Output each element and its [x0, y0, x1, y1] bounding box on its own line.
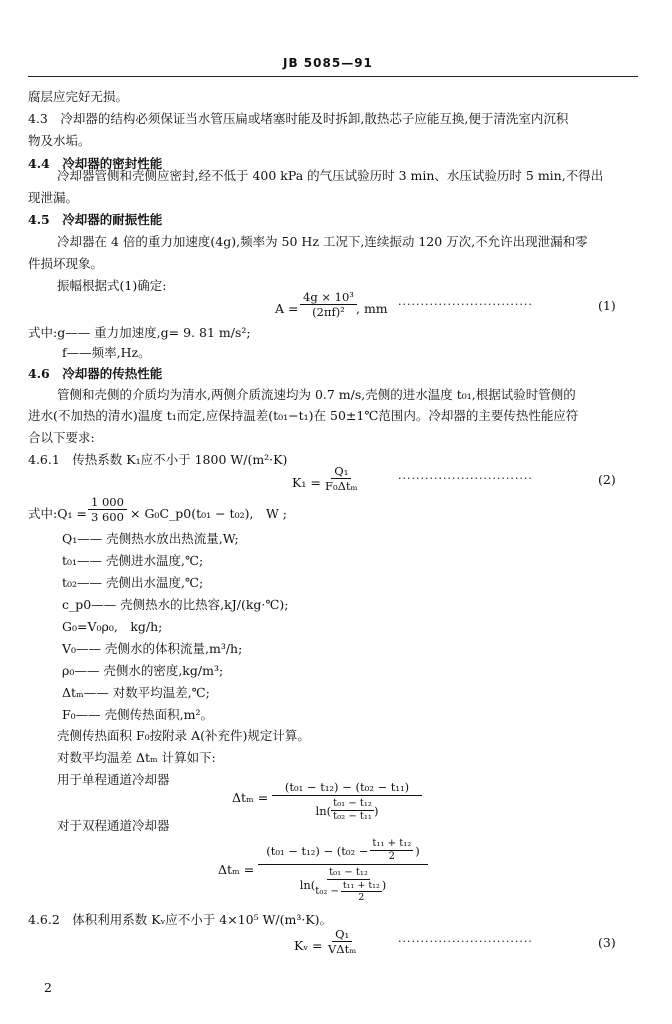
eq2-numerator: Q₁: [331, 464, 351, 479]
where-line: f——频率,Hz。: [62, 345, 151, 360]
page-number: 2: [44, 980, 52, 995]
eq3-inner-numerator: t₀₁ − t₁₂: [333, 798, 372, 809]
eq5-numerator: Q₁: [332, 927, 352, 942]
text-line: 冷却器在 4 倍的重力加速度(4g),频率为 50 Hz 工况下,连续振动 120 万次,不允许出现泄漏和零: [57, 234, 588, 249]
eq4-numerator: [258, 838, 428, 863]
eq5-fraction: [325, 927, 359, 956]
eq5-leader-dots: ······························: [398, 935, 533, 948]
text-line: 对于双程通道冷却器: [57, 818, 170, 833]
text-line: 合以下要求:: [28, 430, 95, 445]
eq1-unit: , mm: [356, 301, 388, 316]
variable-definition: Q₁—— 壳侧热水放出热流量,W;: [62, 531, 239, 546]
text-line: 进水(不加热的清水)温度 t₁而定,应保持温差(t₀₁−t₁)在 50±1℃范围内。冷却器的主要传热性能应符: [28, 408, 579, 423]
where-line: 式中:g—— 重力加速度,g= 9. 81 m/s²;: [28, 325, 251, 340]
q1-numerator: 1 000: [88, 495, 127, 510]
eq4-den-stack: [315, 867, 381, 903]
eq4-num-inner-fraction: [370, 838, 413, 863]
eq1-denominator: (2πf)²: [312, 305, 345, 319]
eq3-fraction-bar: [272, 795, 422, 796]
section-4-3: 4.3 冷却器的结构必须保证当水管压扁或堵塞时能及时拆卸,散热芯子应能互换,便于清洗室内沉积: [28, 111, 569, 126]
section-4-6-heading: 4.6 冷却器的传热性能: [28, 366, 163, 381]
text-line: 现泄漏。: [28, 190, 79, 205]
q1-fraction: [88, 495, 127, 524]
eq4-den-inner-denominator: 2: [358, 892, 365, 903]
q1-definition-rest: × G₀C_p0(t₀₁ − t₀₂), W ;: [130, 506, 287, 521]
eq3-lhs: Δtₘ =: [232, 790, 269, 805]
eq4-den-inner-numerator: t₁₁ + t₁₂: [342, 880, 380, 891]
eq5-tag: (3): [598, 935, 616, 950]
eq4-num-inner-denominator: 2: [388, 851, 396, 862]
eq5-lhs: Kᵥ =: [294, 938, 323, 953]
text-line: 腐层应完好无损。: [28, 89, 129, 104]
eq3-denominator: [272, 798, 422, 823]
eq2-leader-dots: ······························: [398, 472, 533, 485]
variable-definition: F₀—— 壳侧传热面积,m²。: [62, 707, 213, 722]
eq4-den-part-a: t₀₂ −: [315, 885, 339, 897]
eq4-denominator: [258, 867, 428, 903]
eq3-fraction: [272, 780, 422, 823]
eq4-num-part-a: (t₀₁ − t₁₂) − (t₀₂ −: [266, 843, 369, 858]
section-4-6-1: 4.6.1 传热系数 K₁应不小于 1800 W/(m²·K): [28, 452, 288, 467]
text-line: 管侧和壳侧的介质均为清水,两侧介质流速均为 0.7 m/s,壳侧的进水温度 t₀₁,根据试验时管侧的: [57, 387, 576, 402]
eq2-fraction: [322, 464, 361, 493]
eq4-num-inner-numerator: t₁₁ + t₁₂: [372, 838, 412, 849]
eq4-num-part-b: ): [415, 843, 420, 858]
text-line: 件损坏现象。: [28, 256, 104, 271]
text-line: 冷却器管侧和壳侧应密封,经不低于 400 kPa 的气压试验历时 3 min、水压试验历时 5 min,不得出: [57, 168, 604, 183]
eq4-lhs: Δtₘ =: [218, 862, 255, 877]
q1-definition-lead: 式中:Q₁ =: [28, 506, 87, 521]
eq4-den-inner-fraction: [341, 880, 382, 903]
eq1-leader-dots: ······························: [398, 298, 533, 311]
doc-number-header: JB 5085—91: [283, 56, 373, 70]
text-line: 振幅根据式(1)确定:: [57, 278, 167, 293]
text-line: 对数平均温差 Δtₘ 计算如下:: [57, 750, 216, 765]
eq1-numerator: 4g × 10³: [300, 290, 357, 305]
variable-definition: ρ₀—— 壳侧水的密度,kg/m³;: [62, 663, 224, 678]
section-4-4-heading: 4.4 冷却器的密封性能: [28, 156, 163, 171]
variable-definition: V₀—— 壳侧水的体积流量,m³/h;: [62, 641, 243, 656]
eq3-inner-denominator: t₀₂ − t₁₁: [333, 811, 372, 822]
eq4-den-close: ): [381, 878, 387, 892]
eq3-numerator: (t₀₁ − t₁₂) − (t₀₂ − t₁₁): [284, 780, 410, 794]
eq1-lhs: A =: [275, 301, 299, 316]
eq2-lhs: K₁ =: [292, 475, 321, 490]
variable-definition: Δtₘ—— 对数平均温差,℃;: [62, 685, 210, 700]
eq2-denominator: F₀Δtₘ: [325, 479, 358, 493]
eq4-den-ln: ln(: [299, 878, 316, 892]
eq4-den-bottom: [315, 880, 381, 903]
eq2-tag: (2): [598, 472, 616, 487]
eq3-inner-fraction: [331, 798, 374, 823]
variable-definition: G₀=V₀ρ₀, kg/h;: [62, 619, 163, 634]
eq4-fraction-bar: [258, 864, 428, 865]
text-line: 物及水垢。: [28, 133, 91, 148]
eq3-ln: ln(: [315, 803, 332, 818]
text-line: 壳侧传热面积 F₀按附录 A(补充件)规定计算。: [57, 728, 310, 743]
eq4-den-top: t₀₁ − t₁₂: [329, 867, 368, 878]
eq5-denominator: VΔtₘ: [328, 942, 357, 956]
eq1-tag: (1): [598, 298, 616, 313]
eq4-fraction: [258, 838, 428, 903]
variable-definition: c_p0—— 壳侧热水的比热容,kJ/(kg·℃);: [62, 597, 289, 612]
eq1-fraction: [300, 290, 357, 319]
variable-definition: t₀₂—— 壳侧出水温度,℃;: [62, 575, 204, 590]
variable-definition: t₀₁—— 壳侧进水温度,℃;: [62, 553, 204, 568]
eq3-close: ): [373, 803, 379, 818]
header-rule: [28, 76, 638, 77]
text-line: 用于单程通道冷却器: [57, 772, 170, 787]
q1-denominator: 3 600: [91, 510, 124, 524]
section-4-6-2: 4.6.2 体积利用系数 Kᵥ应不小于 4×10⁵ W/(m³·K)。: [28, 912, 333, 927]
section-4-5-heading: 4.5 冷却器的耐振性能: [28, 212, 163, 227]
